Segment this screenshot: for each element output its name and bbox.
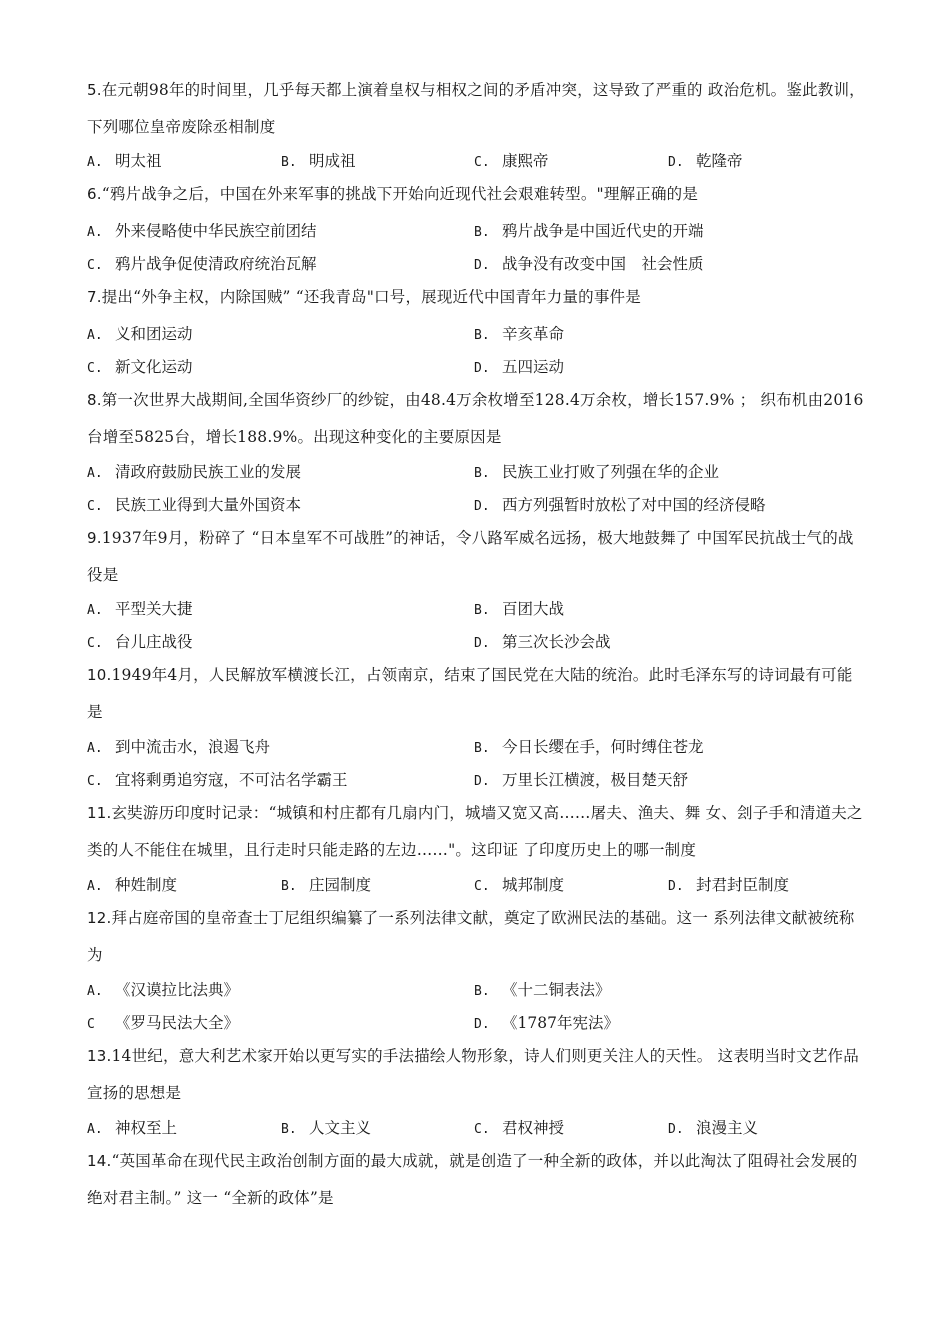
- question-number: 10.: [87, 666, 112, 684]
- question-7-option-d: D. 五四运动: [474, 358, 565, 376]
- question-11-option-a: A. 种姓制度: [87, 876, 178, 894]
- question-number: 14.: [87, 1152, 112, 1170]
- question-text: 提出“外争主权，内除国贼” “还我青岛"口号，展现近代中国青年力量的事件是: [101, 288, 641, 306]
- question-6-option-d: D. 战争没有改变中国 社会性质: [474, 255, 704, 273]
- question-8-option-d: D. 西方列强暂时放松了对中国的经济侵略: [474, 496, 766, 514]
- question-5-stem: [87, 72, 867, 146]
- question-13-option-b: B. 人文主义: [281, 1119, 372, 1137]
- question-12-stem: [87, 900, 867, 974]
- question-7-option-c: C. 新文化运动: [87, 358, 193, 376]
- question-10-option-d: D. 万里长江横渡，极目楚天舒: [474, 771, 689, 789]
- question-10-option-b: B. 今日长缨在手，何时缚住苍龙: [474, 738, 704, 756]
- question-7-option-a: A. 义和团运动: [87, 325, 193, 343]
- question-5-option-a: A. 明太祖: [87, 152, 162, 170]
- question-8-option-a: A. 清政府鼓励民族工业的发展: [87, 463, 302, 481]
- question-12-option-c: C 《罗马民法大全》: [87, 1014, 240, 1032]
- question-6-option-c: C. 鸦片战争促使清政府统治瓦解: [87, 255, 317, 273]
- question-12-option-b: B. 《十二铜表法》: [474, 981, 611, 999]
- question-text: 14世纪，意大利艺术家开始以更写实的手法描绘人物形象，诗人们则更关注人的天性。 这表明当时文艺作品宣扬的思想是: [87, 1047, 859, 1102]
- question-13-stem: [87, 1038, 867, 1112]
- question-8-option-c: C. 民族工业得到大量外国资本: [87, 496, 302, 514]
- question-8-option-b: B. 民族工业打败了列强在华的企业: [474, 463, 720, 481]
- question-6-option-a: A. 外来侵略使中华民族空前团结: [87, 222, 317, 240]
- question-14-stem: [87, 1143, 867, 1217]
- question-text: 拜占庭帝国的皇帝查士丁尼组织编纂了一系列法律文献，奠定了欧洲民法的基础。这一 系列法律文献被统称为: [87, 909, 855, 964]
- question-number: 11.: [87, 804, 112, 822]
- question-11-option-d: D. 封君封臣制度: [668, 876, 790, 894]
- question-10-option-a: A. 到中流击水，浪遏飞舟: [87, 738, 271, 756]
- question-text: 1937年9月，粉碎了 “日本皇军不可战胜”的神话，令八路军威名远扬，极大地鼓舞了 中国军民抗战士气的战役是: [87, 529, 854, 584]
- question-6-option-b: B. 鸦片战争是中国近代史的开端: [474, 222, 704, 240]
- question-9-option-b: B. 百团大战: [474, 600, 565, 618]
- question-text: 玄奘游历印度时记录：“城镇和村庄都有几扇内门，城墙又宽又高……屠夫、渔夫、舞 女、刽子手和清道夫之类的人不能住在城里，且行走时只能走路的左边……"。这印证 了印度历史上的哪一制度: [87, 804, 863, 859]
- question-13-option-c: C. 君权神授: [474, 1119, 565, 1137]
- question-5-option-b: B. 明成祖: [281, 152, 356, 170]
- question-text: “英国革命在现代民主政治创制方面的最大成就，就是创造了一种全新的政体，并以此淘汰了阻碍社会发展的绝对君主制。” 这一 “全新的政体”是: [87, 1152, 858, 1207]
- question-5-option-c: C. 康熙帝: [474, 152, 549, 170]
- question-number: 8.: [87, 391, 102, 409]
- question-10-stem: [87, 657, 867, 731]
- question-7-option-b: B. 辛亥革命: [474, 325, 565, 343]
- question-number: 13.: [87, 1047, 112, 1065]
- question-9-option-d: D. 第三次长沙会战: [474, 633, 611, 651]
- question-text: “鸦片战争之后，中国在外来军事的挑战下开始向近现代社会艰难转型。"理解正确的是: [101, 185, 699, 203]
- question-9-option-a: A. 平型关大捷: [87, 600, 193, 618]
- question-8-stem: [87, 382, 867, 456]
- question-9-option-c: C. 台儿庄战役: [87, 633, 193, 651]
- question-12-option-d: D. 《1787年宪法》: [474, 1014, 619, 1032]
- question-6-stem: [87, 176, 867, 213]
- question-number: 9.: [87, 529, 102, 547]
- question-5-option-d: D. 乾隆帝: [668, 152, 743, 170]
- question-12-option-a: A. 《汉谟拉比法典》: [87, 981, 240, 999]
- question-number: 12.: [87, 909, 112, 927]
- question-number: 7.: [87, 288, 102, 306]
- question-13-option-a: A. 神权至上: [87, 1119, 178, 1137]
- question-text: 1949年4月，人民解放军横渡长江，占领南京，结束了国民党在大陆的统治。此时毛泽东写的诗词最有可能是: [87, 666, 853, 721]
- question-11-option-c: C. 城邦制度: [474, 876, 565, 894]
- question-number: 6.: [87, 185, 102, 203]
- question-11-stem: [87, 795, 867, 869]
- question-number: 5.: [87, 81, 102, 99]
- question-text: 在元朝98年的时间里，几乎每天都上演着皇权与相权之间的矛盾冲突，这导致了严重的 政治危机。鉴此教训，下列哪位皇帝废除丞相制度: [87, 81, 865, 136]
- question-9-stem: [87, 520, 867, 594]
- question-11-option-b: B. 庄园制度: [281, 876, 372, 894]
- question-text: 第一次世界大战期间,全国华资纱厂的纱锭，由48.4万余枚增至128.4万余枚，增长157.9% ； 织布机由2016台增至5825台，增长188.9%。出现这种变化的主要原因是: [87, 391, 864, 446]
- question-10-option-c: C. 宜将剩勇追穷寇，不可沽名学霸王: [87, 771, 348, 789]
- question-7-stem: [87, 279, 867, 316]
- question-13-option-d: D. 浪漫主义: [668, 1119, 759, 1137]
